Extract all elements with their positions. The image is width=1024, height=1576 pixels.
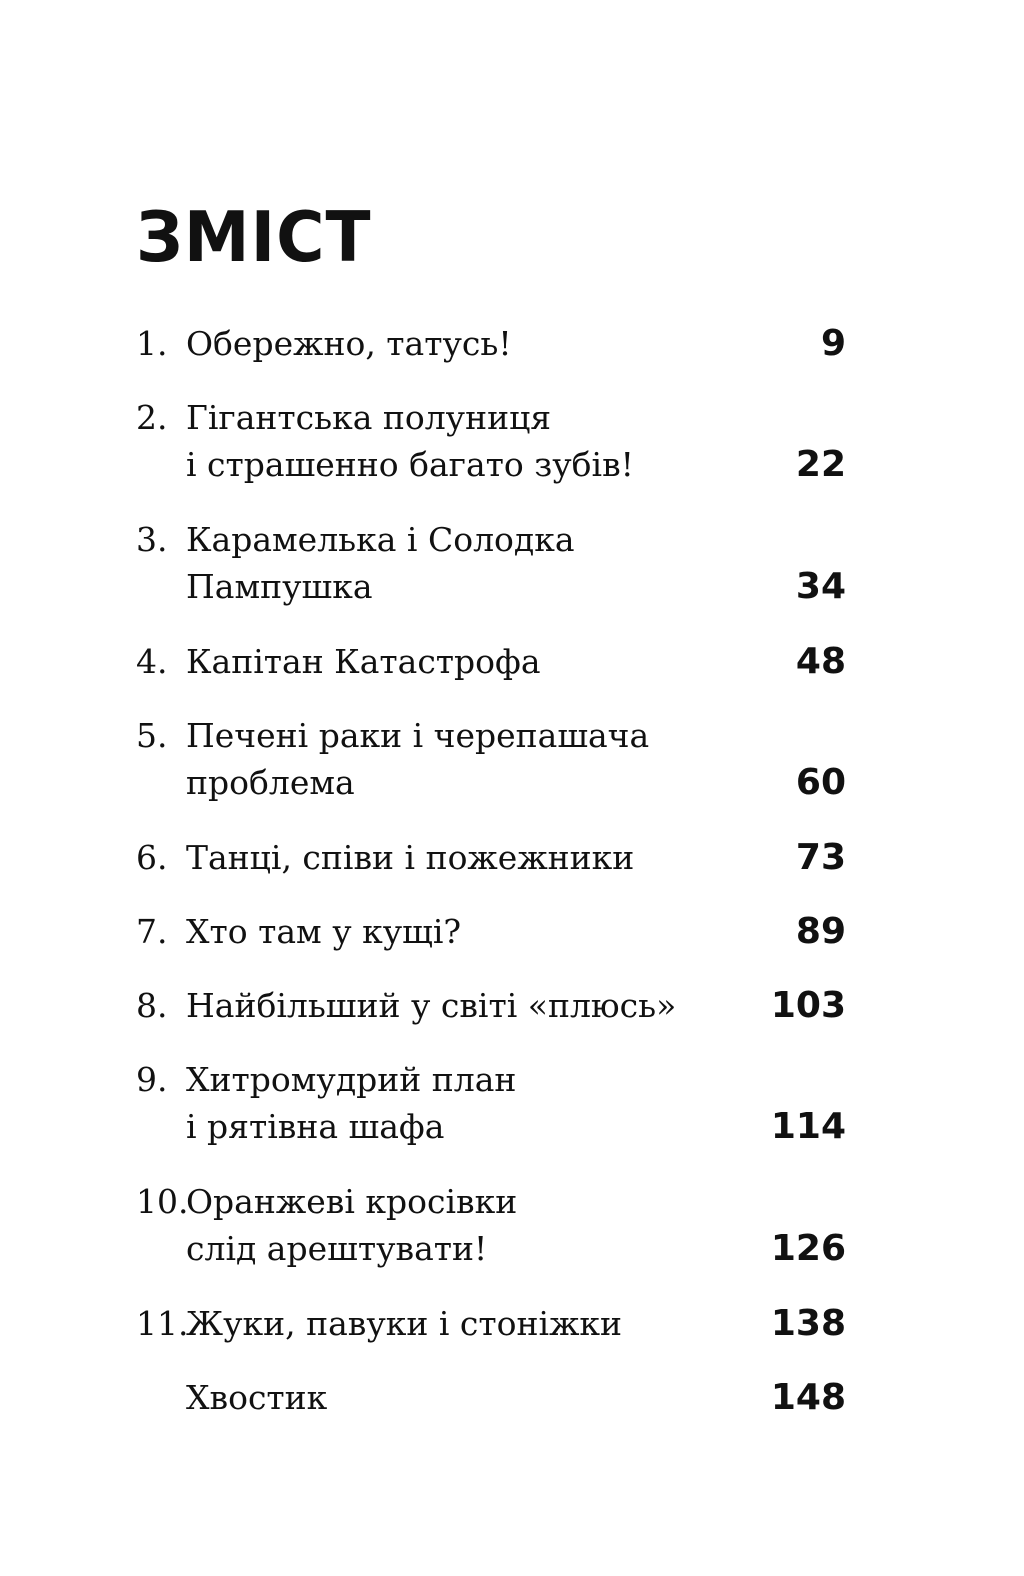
entry-number: 6. (136, 838, 168, 877)
entry-page-number: 148 (770, 1377, 846, 1418)
entry-number: 7. (136, 912, 168, 951)
entry-title (186, 834, 746, 881)
entry-page-number: 114 (770, 1106, 846, 1147)
entry-title-line-2: і страшенно багато зубів! (186, 445, 634, 484)
entry-title-line-1: Хвостик (186, 1378, 328, 1417)
toc-entry-3[interactable] (136, 516, 846, 638)
entry-title-line-1: Хитромудрий план (186, 1060, 517, 1099)
entry-number: 3. (136, 520, 168, 559)
toc-entry-5[interactable] (136, 712, 846, 834)
entry-number: 8. (136, 986, 168, 1025)
entry-title-line-1: Найбільший у світі «плюсь» (186, 986, 677, 1025)
toc-entry-7[interactable] (136, 908, 846, 982)
entry-number: 11. (136, 1304, 189, 1343)
entry-title (186, 1056, 746, 1150)
entry-title-line-1: Хто там у кущі? (186, 912, 462, 951)
entry-title-line-2: слід арештувати! (186, 1229, 488, 1268)
toc-entry-10[interactable] (136, 1178, 846, 1300)
toc-entry-epilogue[interactable] (136, 1374, 846, 1448)
toc-entry-9[interactable] (136, 1056, 846, 1178)
entry-page-number: 138 (770, 1303, 846, 1344)
entry-title-line-1: Карамелька і Солодка (186, 520, 575, 559)
entry-title (186, 516, 746, 610)
entry-title-line-2: Пампушка (186, 567, 373, 606)
entry-page-number: 34 (795, 566, 846, 607)
entry-number: 9. (136, 1060, 168, 1099)
entry-number: 1. (136, 324, 168, 363)
entry-title-line-1: Танці, співи і пожежники (186, 838, 635, 877)
entry-title (186, 1178, 746, 1272)
toc-entry-6[interactable] (136, 834, 846, 908)
entry-title (186, 320, 746, 367)
entry-page-number: 126 (770, 1228, 846, 1269)
page-title: ЗМІСТ (136, 197, 372, 278)
entry-title (186, 1374, 746, 1421)
entry-number: 5. (136, 716, 168, 755)
entry-title (186, 638, 746, 685)
entry-title-line-1: Печені раки і черепашача (186, 716, 650, 755)
entry-title (186, 982, 746, 1029)
entry-page-number: 89 (795, 911, 846, 952)
entry-number: 4. (136, 642, 168, 681)
entry-number: 2. (136, 398, 168, 437)
entry-title (186, 394, 746, 488)
entry-number: 10. (136, 1182, 189, 1221)
entry-title-line-2: і рятівна шафа (186, 1107, 445, 1146)
entry-title-line-2: проблема (186, 763, 355, 802)
entry-page-number: 73 (795, 837, 846, 878)
entry-page-number: 22 (795, 444, 846, 485)
entry-title-line-1: Жуки, павуки і стоніжки (186, 1304, 623, 1343)
toc-entry-2[interactable] (136, 394, 846, 516)
entry-page-number: 48 (795, 641, 846, 682)
entry-page-number: 103 (770, 985, 846, 1026)
entry-title (186, 908, 746, 955)
entry-page-number: 60 (795, 762, 846, 803)
entry-page-number: 9 (820, 323, 846, 364)
entry-title (186, 1300, 746, 1347)
toc-entry-8[interactable] (136, 982, 846, 1056)
toc-entry-4[interactable] (136, 638, 846, 712)
toc-entry-1[interactable] (136, 320, 846, 394)
entry-title-line-1: Оранжеві кросівки (186, 1182, 518, 1221)
toc-entry-11[interactable] (136, 1300, 846, 1374)
entry-title-line-1: Капітан Катастрофа (186, 642, 541, 681)
toc-list (136, 320, 846, 1448)
entry-title (186, 712, 746, 806)
entry-title-line-1: Гігантська полуниця (186, 398, 552, 437)
entry-title-line-1: Обережно, татусь! (186, 324, 512, 363)
